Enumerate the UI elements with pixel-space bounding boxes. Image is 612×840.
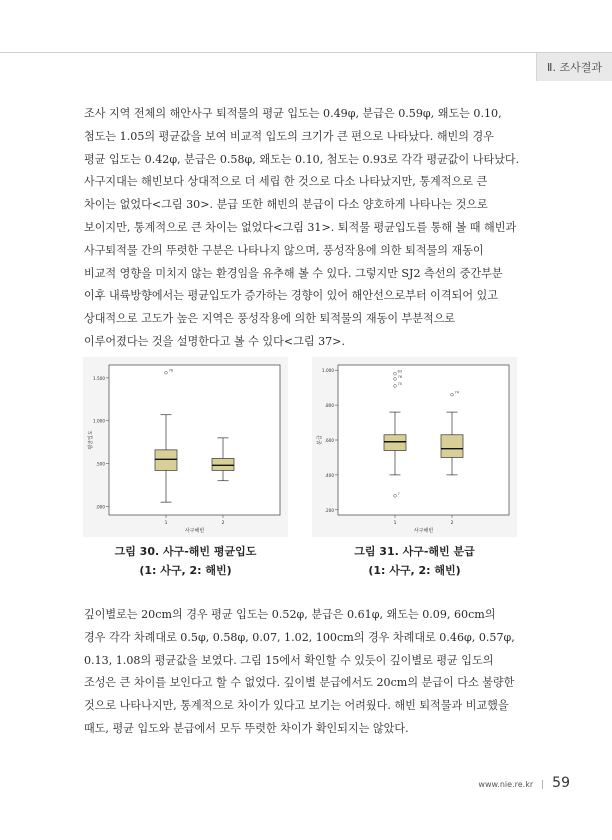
section-tab: Ⅱ. 조사결과	[536, 53, 612, 81]
y-tick-label: .600	[324, 438, 334, 443]
x-axis-label: 사구해빈	[413, 528, 434, 534]
y-axis-label: 분급	[317, 435, 323, 445]
figure-31-panel	[312, 357, 517, 537]
figure-30-caption	[83, 542, 288, 580]
paragraph-1	[84, 103, 528, 354]
y-tick-label: 1.000	[93, 418, 105, 424]
paragraph2-line: 깊이별로는 20cm의 경우 평균 입도는 0.52φ, 분급은 0.61φ, 왜도는 0.09, 60cm의	[84, 608, 496, 621]
plot-area	[109, 365, 280, 515]
x-tick-label: 1	[393, 521, 397, 526]
paragraph1-line: 사구퇴적물 간의 뚜렷한 구분은 나타나지 않으며, 풍성작용에 의한 퇴적물의 재동이	[84, 243, 484, 257]
y-tick-label: .000	[95, 504, 105, 510]
figure-30-panel	[83, 357, 288, 537]
paragraph1-line: 사구지대는 해빈보다 상대적으로 더 세립 한 것으로 다소 나타났지만, 통계적으로 큰	[84, 175, 488, 189]
box-2	[441, 435, 463, 458]
paragraph1-line: 이루어졌다는 것을 설명한다고 볼 수 있다<그림 37>.	[84, 334, 346, 348]
paragraph1-line: 차이는 없었다<그림 30>. 분급 또한 해빈의 분급이 다소 양호하게 나타나는 것으로	[84, 198, 488, 212]
figure-30-boxplot	[83, 357, 288, 537]
y-tick-label: .500	[95, 461, 105, 467]
figure-30-subtitle: (1: 사구, 2: 해빈)	[139, 564, 232, 577]
paragraph1-line: 상대적으로 고도가 높은 지역은 풍성작용에 의한 퇴적물의 재동이 부분적으로	[84, 312, 456, 326]
x-tick-label: 2	[450, 521, 454, 526]
footer-separator: |	[541, 780, 545, 790]
figure-31-boxplot	[312, 357, 517, 537]
y-tick-label: .800	[324, 403, 334, 409]
plot-area	[338, 365, 509, 515]
header-rule	[0, 52, 612, 53]
outlier-label: 74	[454, 390, 460, 395]
outlier-label: 76	[168, 368, 174, 373]
y-tick-label: .200	[324, 507, 334, 513]
paragraph1-line: 이후 내륙방향에서는 평균입도가 증가하는 경향이 있어 해안선으로부터 이격되어 있고	[84, 289, 499, 303]
figure-31-caption	[312, 542, 517, 580]
outlier-label: 76	[397, 374, 403, 379]
y-tick-label: 1.500	[93, 375, 105, 381]
figure-31-title: 그림 31. 사구-해빈 분급	[354, 545, 475, 558]
page-number: 59	[552, 775, 570, 791]
box-1	[155, 450, 177, 471]
x-axis-label: 사구해빈	[184, 528, 205, 534]
y-tick-label: .400	[324, 472, 334, 478]
paragraph-2	[84, 604, 528, 741]
paragraph1-line: 조사 지역 전체의 해안사구 퇴적물의 평균 입도는 0.49φ, 분급은 0.59φ, 왜도는 0.10,	[84, 107, 502, 120]
paragraph2-line: 조성은 큰 차이를 보인다고 할 수 없었다. 깊이별 분급에서도 20cm의 분급이 다소 불량한	[84, 676, 515, 690]
figure-30-title: 그림 30. 사구-해빈 평균입도	[114, 545, 257, 558]
paragraph1-line: 첨도는 1.05의 평균값을 보여 비교적 입도의 크기가 큰 편으로 나타났다. 해빈의 경우	[84, 129, 494, 143]
paragraph2-line: 0.13, 1.08의 평균값을 보였다. 그림 15에서 확인할 수 있듯이 깊이별로 평균 입도의	[84, 653, 494, 667]
y-tick-label: 1.000	[322, 368, 334, 374]
x-tick-label: 1	[164, 521, 168, 526]
figure-31-subtitle: (1: 사구, 2: 해빈)	[368, 564, 461, 577]
x-tick-label: 2	[221, 521, 225, 526]
paragraph2-line: 경우 각각 차례대로 0.5φ, 0.58φ, 0.07, 1.02, 100cm의 경우 차례대로 0.46φ, 0.57φ,	[84, 630, 515, 644]
y-axis-label: 평균입도	[88, 430, 94, 450]
paragraph1-line: 비교적 영향을 미치지 않는 환경임을 유추해 볼 수 있다. 그렇지만 SJ2 측선의 중간부분	[84, 266, 503, 280]
footer-url: www.nie.re.kr	[478, 780, 534, 789]
outlier-label: 7	[397, 491, 400, 496]
outlier-label: 70	[397, 381, 403, 386]
paragraph1-line: 보이지만, 통계적으로 큰 차이는 없었다<그림 31>. 퇴적물 평균입도를 통해 볼 때 해빈과	[84, 220, 517, 234]
outlier-label: 83	[397, 369, 403, 374]
box-1	[384, 435, 406, 451]
box-2	[212, 458, 234, 470]
paragraph2-line: 때도, 평균 입도와 분급에서 모두 뚜렷한 차이가 확인되지는 않았다.	[84, 721, 409, 735]
paragraph1-line: 평균 입도는 0.42φ, 분급은 0.58φ, 왜도는 0.10, 첨도는 0.93로 각각 평균값이 나타났다.	[84, 152, 520, 166]
page-footer	[478, 775, 570, 791]
paragraph2-line: 것으로 나타나지만, 통계적으로 차이가 있다고 보기는 어려웠다. 해빈 퇴적물과 비교했을	[84, 699, 509, 713]
